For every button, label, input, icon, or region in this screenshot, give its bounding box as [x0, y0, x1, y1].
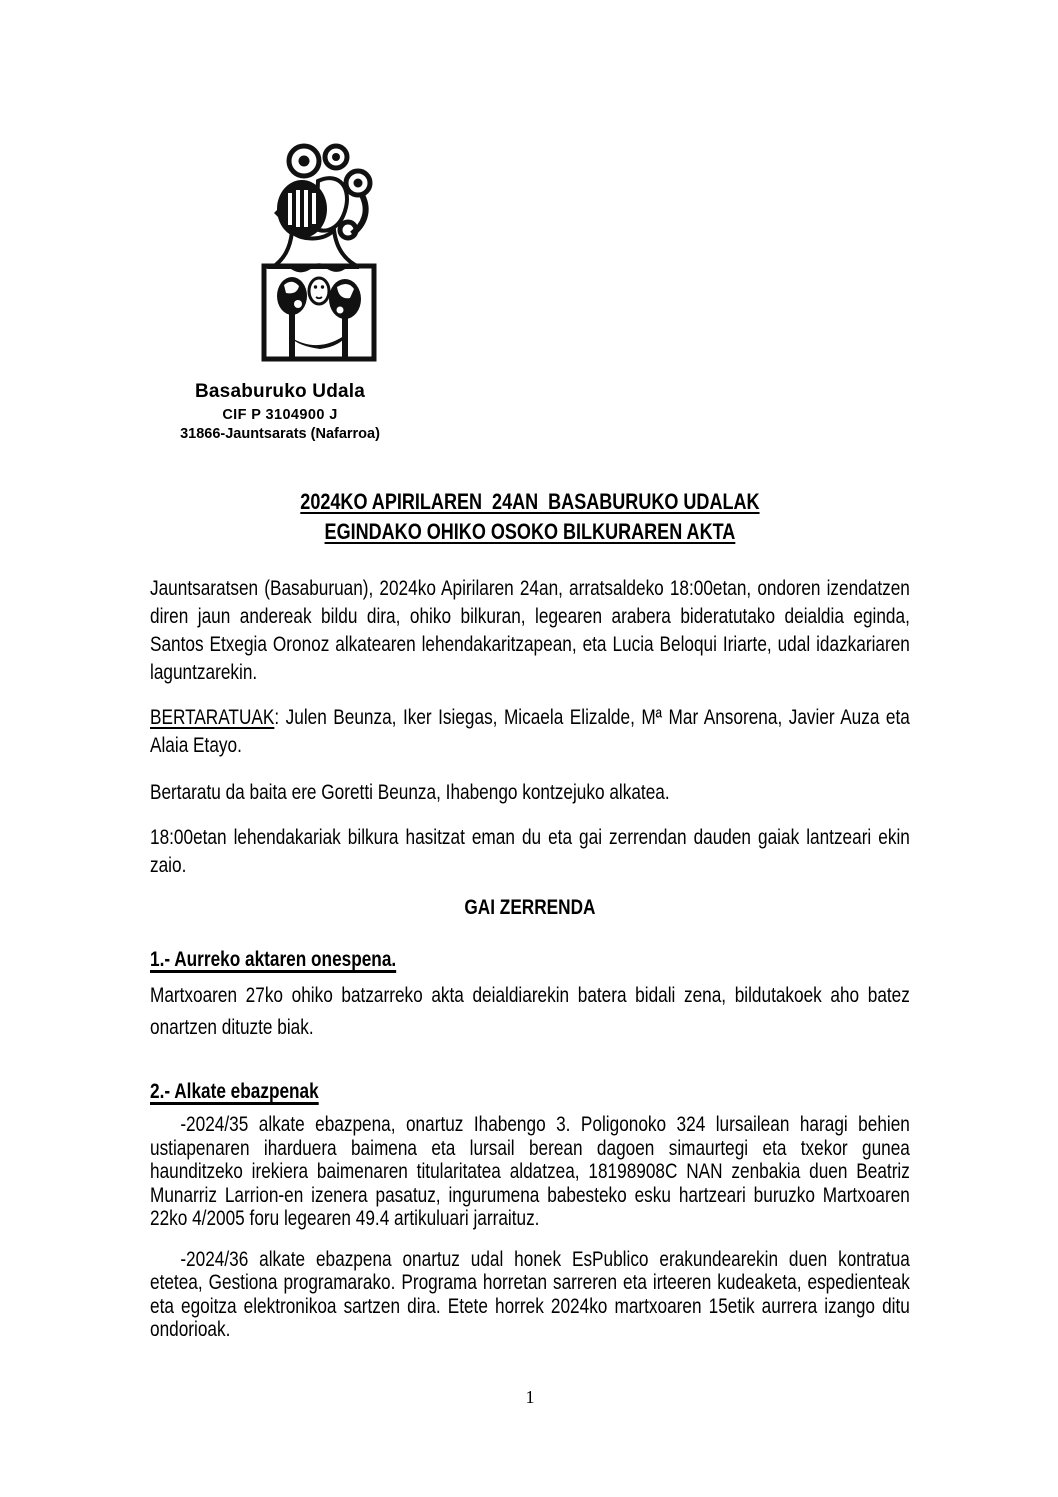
document-body [150, 487, 910, 1342]
attendees-list: : Julen Beunza, Iker Isiegas, Micaela Elizalde, Mª Mar Ansorena, Javier Auza eta Alaia Etayo. [150, 706, 910, 757]
document-title-line2: EGINDAKO OHIKO OSOKO BILKURAREN AKTA [324, 519, 736, 544]
section2-resolution-2024-35: -2024/35 alkate ebazpena, onartuz Ihabengo 3. Poligonoko 324 lursailean haragi behien ustiapenaren iharduera baimena eta lursail berean dagoen simaurtegi eta txekor gunea haunditzeko irekiera baimenaren titularitatea aldatzea, 18198908C NAN zenbakia duen Beatriz Munarriz Larrion-en izenera pasatuz, ingurumena babesteko esku hartzeari buruzko Martxoaren 22ko 4/2005 foru legearen 49.4 artikuluari jarraituz. [150, 1113, 910, 1230]
section1-text: Martxoaren 27ko ohiko batzarreko akta deialdiarekin batera bidali zena, bildutakoek aho batez onartzen dituzte biak. [150, 984, 910, 1039]
agenda-heading: GAI ZERRENDA [464, 896, 596, 919]
coat-of-arms-icon [240, 133, 392, 375]
paragraph-intro: Jauntsaratsen (Basaburuan), 2024ko Apirilaren 24an, arratsaldeko 18:00etan, ondoren izendatzen diren jaun andereak bildu dira, ohiko bilkuran, legearen arabera bideratutako deialdia eginda, Santos Etxegia Oronoz alkatearen lehendakaritzapean, eta Lucia Beloqui Iriarte, udal idazkariaren laguntzarekin. [150, 577, 910, 684]
org-name: Basaburuko Udala [194, 381, 366, 402]
section2-resolution-2024-36: -2024/36 alkate ebazpena onartuz udal honek EsPublico erakundearekin duen kontratua etetea, Gestiona programarako. Programa horretan sarreren eta irteeren kudeaketa, espedienteak eta egoitza elektronikoa sartzen dira. Etete horrek 2024ko martxoaren 15etik aurrera izango ditu ondorioak. [150, 1247, 910, 1341]
paragraph-session-opening: 18:00etan lehendakariak bilkura hasitzat eman du eta gai zerrendan dauden gaiak lantzeari ekin zaio. [150, 826, 910, 877]
document-title-line1: 2024KO APIRILAREN 24AN BASABURUKO UDALAK [300, 489, 760, 514]
paragraph-attendees [150, 704, 910, 760]
document-title [150, 487, 910, 547]
attendees-label: BERTARATUAK [150, 706, 275, 729]
section1-heading: 1.- Aurreko aktaren onespena. [150, 948, 397, 971]
page-number: 1 [525, 1387, 535, 1407]
paragraph-also-present: Bertaratu da baita ere Goretti Beunza, Ihabengo kontzejuko alkatea. [150, 781, 670, 804]
org-cif: CIF P 3104900 J [222, 407, 338, 423]
coat-of-arms-logo [240, 133, 392, 375]
org-address: 31866-Jauntsarats (Nafarroa) [180, 426, 380, 442]
section2-heading: 2.- Alkate ebazpenak [150, 1080, 319, 1103]
